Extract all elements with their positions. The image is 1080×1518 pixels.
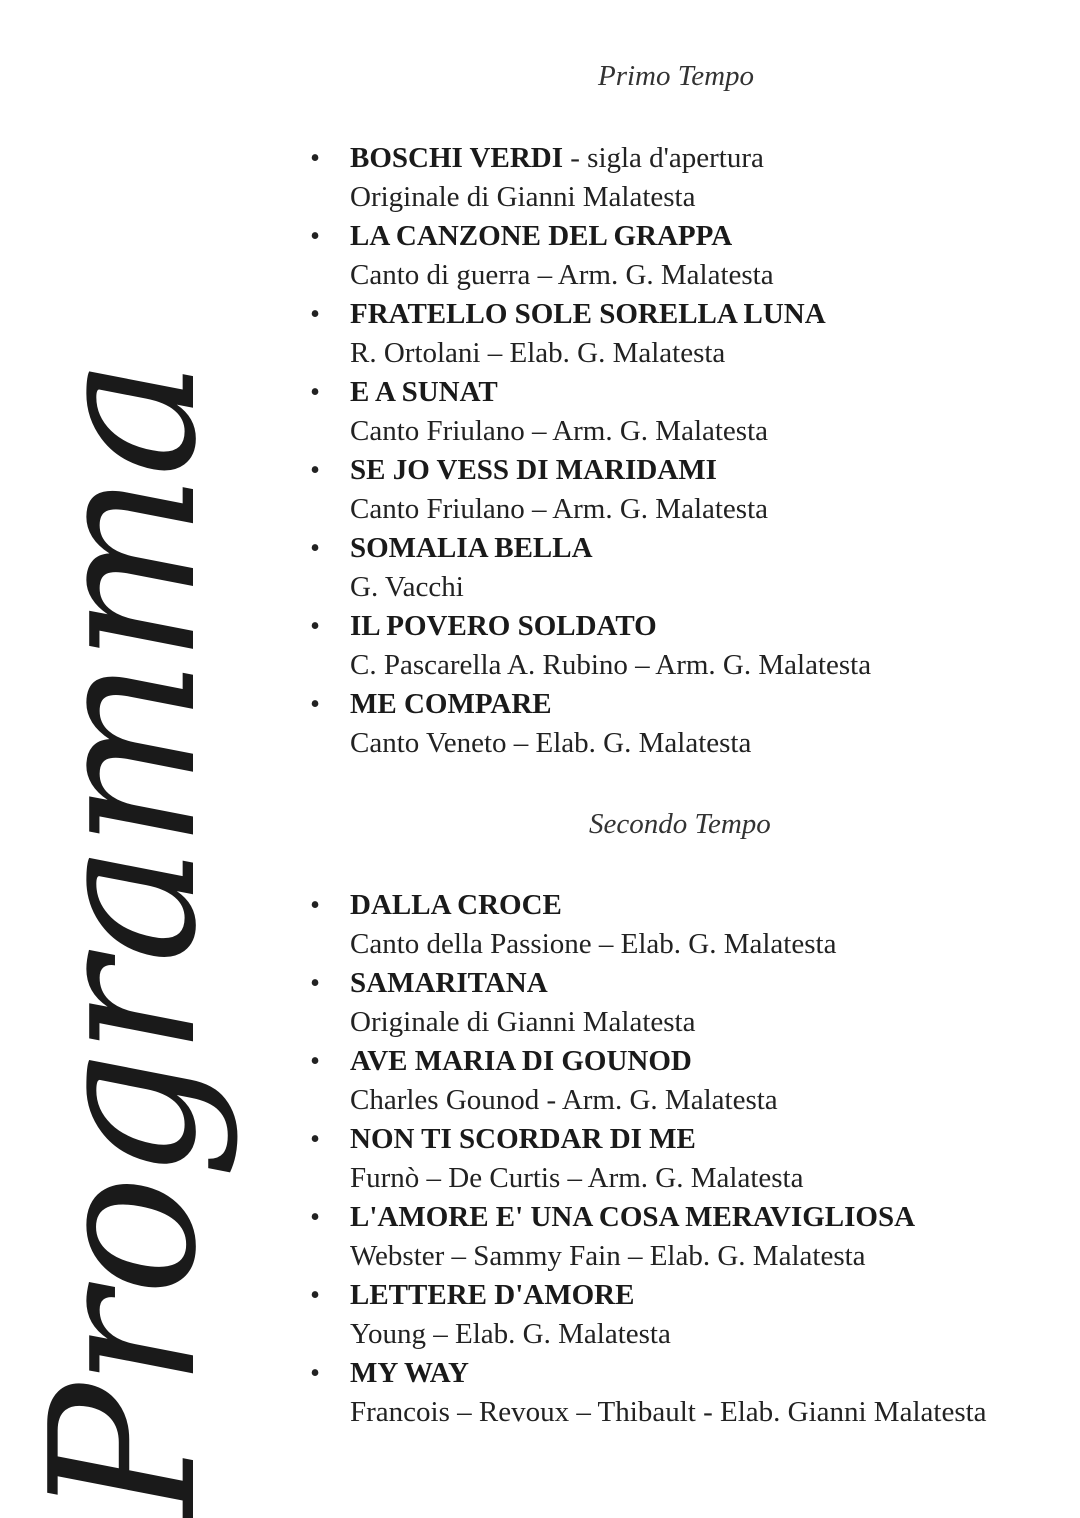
song-credit: Charles Gounod - Arm. G. Malatesta: [350, 1084, 778, 1116]
bullet-icon: •: [310, 1202, 320, 1233]
song-credit: Canto Veneto – Elab. G. Malatesta: [350, 727, 752, 759]
program-item: [305, 529, 871, 607]
song-title: AVE MARIA DI GOUNOD: [350, 1045, 692, 1077]
program-item: [305, 217, 871, 295]
song-title: DALLA CROCE: [350, 889, 562, 921]
song-title: LA CANZONE DEL GRAPPA: [350, 220, 733, 252]
program-item: [305, 451, 871, 529]
song-title: LETTERE D'AMORE: [350, 1279, 635, 1311]
bullet-icon: •: [310, 377, 320, 408]
bullet-icon: •: [310, 143, 320, 174]
bullet-icon: •: [310, 221, 320, 252]
program-item: [305, 295, 871, 373]
bullet-icon: •: [310, 533, 320, 564]
song-credit: Canto Friulano – Arm. G. Malatesta: [350, 493, 769, 525]
song-title: SE JO VESS DI MARIDAMI: [350, 454, 717, 486]
song-credit: Furnò – De Curtis – Arm. G. Malatesta: [350, 1162, 804, 1194]
song-title: NON TI SCORDAR DI ME: [350, 1123, 696, 1155]
program-item: [305, 1198, 987, 1276]
song-credit: Young – Elab. G. Malatesta: [350, 1318, 671, 1350]
primo-tempo-heading: Primo Tempo: [598, 60, 755, 92]
bullet-icon: •: [310, 455, 320, 486]
program-item: [305, 1354, 987, 1432]
song-subtitle: - sigla d'apertura: [563, 142, 764, 174]
song-title: ME COMPARE: [350, 688, 552, 720]
song-credit: R. Ortolani – Elab. G. Malatesta: [350, 337, 726, 369]
program-item: [305, 1042, 987, 1120]
song-credit: Francois – Revoux – Thibault - Elab. Gianni Malatesta: [350, 1396, 987, 1428]
bullet-icon: •: [310, 1046, 320, 1077]
bullet-icon: •: [310, 689, 320, 720]
program-item: [305, 373, 871, 451]
song-credit: C. Pascarella A. Rubino – Arm. G. Malatesta: [350, 649, 872, 681]
bullet-icon: •: [310, 1358, 320, 1389]
song-title: E A SUNAT: [350, 376, 498, 408]
song-title: L'AMORE E' UNA COSA MERAVIGLIOSA: [350, 1201, 916, 1233]
song-title: FRATELLO SOLE SORELLA LUNA: [350, 298, 826, 330]
bullet-icon: •: [310, 299, 320, 330]
song-title: BOSCHI VERDI: [350, 142, 563, 174]
program-item: [305, 1276, 987, 1354]
program-item: [305, 685, 871, 763]
song-credit: Canto Friulano – Arm. G. Malatesta: [350, 415, 769, 447]
program-item: [305, 1120, 987, 1198]
song-credit: Canto di guerra – Arm. G. Malatesta: [350, 259, 774, 291]
program-item: [305, 607, 871, 685]
program-item: [305, 139, 871, 217]
song-title: IL POVERO SOLDATO: [350, 610, 657, 642]
secondo-tempo-list: [305, 886, 987, 1432]
primo-tempo-list: [305, 139, 871, 763]
song-credit: Canto della Passione – Elab. G. Malatesta: [350, 928, 837, 960]
song-title: SOMALIA BELLA: [350, 532, 593, 564]
song-credit: Originale di Gianni Malatesta: [350, 1006, 696, 1038]
bullet-icon: •: [310, 1124, 320, 1155]
secondo-tempo-heading: Secondo Tempo: [589, 808, 771, 840]
bullet-icon: •: [310, 890, 320, 921]
song-credit: Originale di Gianni Malatesta: [350, 181, 696, 213]
program-item: [305, 886, 987, 964]
bullet-icon: •: [310, 968, 320, 999]
song-title: MY WAY: [350, 1357, 469, 1389]
song-title: SAMARITANA: [350, 967, 548, 999]
song-credit: Webster – Sammy Fain – Elab. G. Malatesta: [350, 1240, 866, 1272]
bullet-icon: •: [310, 1280, 320, 1311]
song-credit: G. Vacchi: [350, 571, 464, 603]
bullet-icon: •: [310, 611, 320, 642]
program-item: [305, 964, 987, 1042]
programma-title: Programma: [8, 362, 241, 1518]
